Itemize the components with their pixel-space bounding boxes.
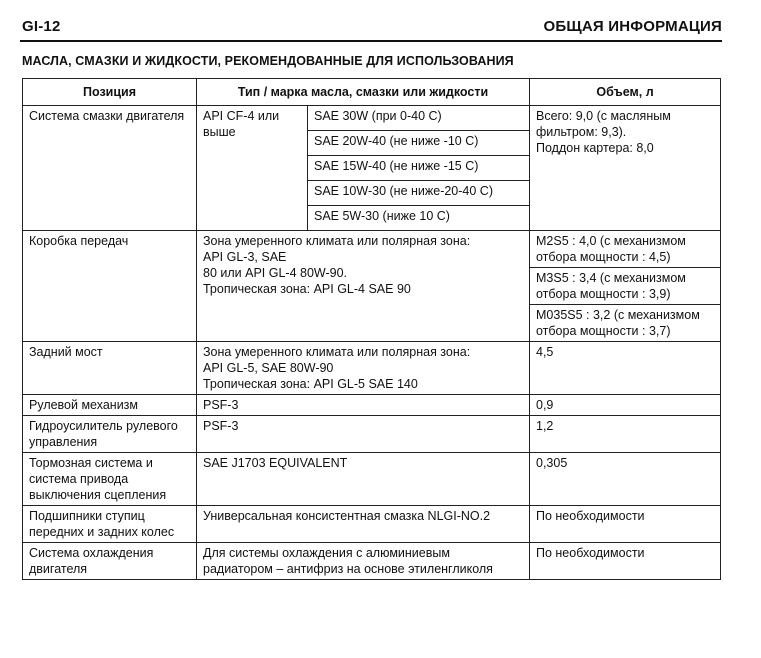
table-row <box>23 453 721 506</box>
gearbox-type-line: Зона умеренного климата или полярная зона: <box>203 234 471 248</box>
volume-cell: 4,5 <box>530 342 721 395</box>
page-header <box>20 14 722 42</box>
table-row <box>23 395 721 416</box>
type-cell: PSF-3 <box>197 395 530 416</box>
gearbox-position-cell: Коробка передач <box>23 231 197 342</box>
engine-viscosity-cell: SAE 10W-30 (не ниже-20-40 C) <box>308 181 530 206</box>
section-title: ОБЩАЯ ИНФОРМАЦИЯ <box>543 18 722 35</box>
gearbox-type-line: Тропическая зона: API GL-4 SAE 90 <box>203 282 411 296</box>
table-header-row <box>23 79 721 106</box>
table-row <box>23 342 721 395</box>
volume-cell: По необходимости <box>530 543 721 580</box>
position-cell: Задний мост <box>23 342 197 395</box>
engine-volume-line: Всего: 9,0 (с масляным фильтром: 9,3). <box>536 109 671 139</box>
table-row-engine <box>23 106 721 131</box>
fluids-table <box>22 78 721 580</box>
type-line: Зона умеренного климата или полярная зона: <box>203 345 471 359</box>
engine-volume-line: Поддон картера: 8,0 <box>536 141 654 155</box>
type-cell <box>197 342 530 395</box>
table-row <box>23 506 721 543</box>
position-cell: Тормозная система и система привода выключения сцепления <box>23 453 197 506</box>
column-header-volume: Объем, л <box>530 79 721 106</box>
gearbox-type-line: API GL-3, SAE <box>203 250 287 264</box>
position-cell: Рулевой механизм <box>23 395 197 416</box>
volume-cell: 0,9 <box>530 395 721 416</box>
gearbox-volume-cell: M2S5 : 4,0 (с механизмом отбора мощности : 4,5) <box>530 231 721 268</box>
table-row-gearbox <box>23 231 721 268</box>
volume-cell: По необходимости <box>530 506 721 543</box>
document-title: МАСЛА, СМАЗКИ И ЖИДКОСТИ, РЕКОМЕНДОВАННЫЕ ДЛЯ ИСПОЛЬЗОВАНИЯ <box>22 54 514 68</box>
table-row <box>23 416 721 453</box>
type-cell: Универсальная консистентная смазка NLGI-NO.2 <box>197 506 530 543</box>
table-row <box>23 543 721 580</box>
engine-viscosity-cell: SAE 15W-40 (не ниже -15 C) <box>308 156 530 181</box>
volume-cell: 0,305 <box>530 453 721 506</box>
engine-viscosity-cell: SAE 5W-30 (ниже 10 C) <box>308 206 530 231</box>
gearbox-volume-cell: M3S5 : 3,4 (с механизмом отбора мощности : 3,9) <box>530 268 721 305</box>
gearbox-type-line: 80 или API GL-4 80W-90. <box>203 266 348 280</box>
engine-volume-cell <box>530 106 721 231</box>
engine-viscosity-cell: SAE 20W-40 (не ниже -10 C) <box>308 131 530 156</box>
type-cell: Для системы охлаждения с алюминиевым радиатором – антифриз на основе этиленгликоля <box>197 543 530 580</box>
type-cell: PSF-3 <box>197 416 530 453</box>
position-cell: Подшипники ступиц передних и задних колес <box>23 506 197 543</box>
position-cell: Система охлаждения двигателя <box>23 543 197 580</box>
type-line: API GL-5, SAE 80W-90 <box>203 361 334 375</box>
page-code: GI-12 <box>22 18 61 35</box>
type-cell: SAE J1703 EQUIVALENT <box>197 453 530 506</box>
engine-grade-cell: API CF-4 или выше <box>197 106 308 231</box>
position-cell: Гидроусилитель рулевого управления <box>23 416 197 453</box>
engine-viscosity-cell: SAE 30W (при 0-40 C) <box>308 106 530 131</box>
type-line: Тропическая зона: API GL-5 SAE 140 <box>203 377 418 391</box>
column-header-type: Тип / марка масла, смазки или жидкости <box>197 79 530 106</box>
volume-cell: 1,2 <box>530 416 721 453</box>
column-header-position: Позиция <box>23 79 197 106</box>
gearbox-volume-cell: M035S5 : 3,2 (с механизмом отбора мощности : 3,7) <box>530 305 721 342</box>
engine-position-cell: Система смазки двигателя <box>23 106 197 231</box>
gearbox-type-cell <box>197 231 530 342</box>
